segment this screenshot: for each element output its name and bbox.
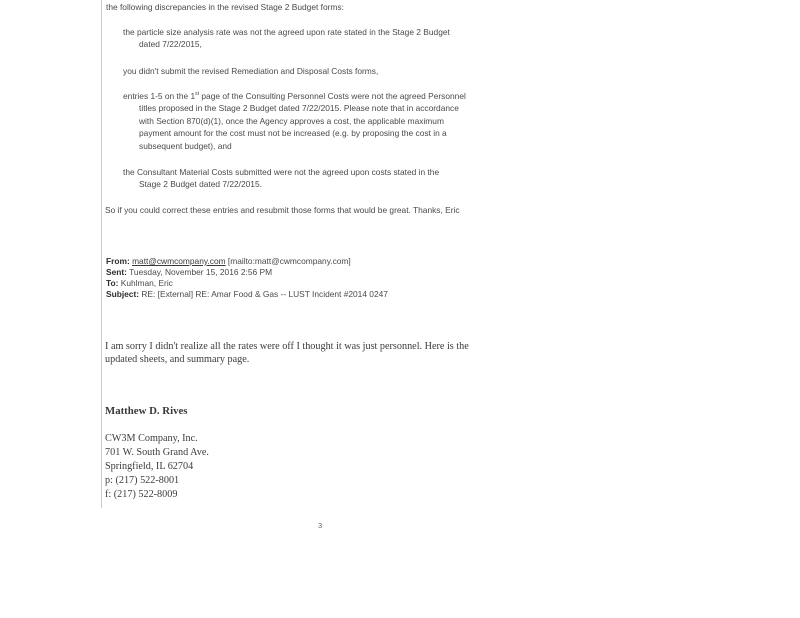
to-label: To: bbox=[106, 278, 119, 288]
discrepancy-item-3-line-3: with Section 870(d)(1), once the Agency approves a cost, the applicable maximum bbox=[139, 116, 444, 126]
discrepancy-item-1-line-1: the particle size analysis rate was not the agreed upon rate stated in the Stage 2 Budget bbox=[123, 27, 450, 37]
from-email-link[interactable]: matt@cwmcompany.com bbox=[132, 256, 226, 266]
signature-phone: p: (217) 522-8001 bbox=[105, 475, 180, 486]
sent-value: Tuesday, November 15, 2016 2:56 PM bbox=[129, 267, 273, 277]
discrepancy-item-3-line-1 bbox=[123, 90, 466, 102]
reply-line-2: updated sheets, and summary page. bbox=[105, 354, 250, 365]
subject-label: Subject: bbox=[106, 289, 140, 299]
item-3-post: page of the Consulting Personnel Costs were not the agreed Personnel bbox=[199, 91, 466, 101]
item-3-sup: st bbox=[195, 91, 200, 98]
signature-company: CW3M Company, Inc. bbox=[105, 433, 198, 444]
to-value: Kuhlman, Eric bbox=[120, 278, 173, 288]
signature-fax: f: (217) 522-8009 bbox=[105, 489, 178, 500]
discrepancy-item-3-line-4: payment amount for the cost must not be increased (e.g. by proposing the cost in a bbox=[139, 128, 447, 138]
signature-name: Matthew D. Rives bbox=[105, 405, 188, 417]
discrepancy-item-2: you didn't submit the revised Remediation and Disposal Costs forms, bbox=[123, 66, 379, 76]
subject-row bbox=[106, 288, 388, 300]
discrepancy-item-3-line-2: titles proposed in the Stage 2 Budget dated 7/22/2015. Please note that in accordance bbox=[139, 103, 459, 113]
subject-value: RE: [External] RE: Amar Food & Gas -- LUST Incident #2014 0247 bbox=[141, 289, 388, 299]
intro-text: the following discrepancies in the revised Stage 2 Budget forms: bbox=[106, 2, 344, 12]
from-mailto[interactable]: [mailto:matt@cwmcompany.com] bbox=[227, 256, 351, 266]
page-number: 3 bbox=[318, 521, 323, 530]
closing-text: So if you could correct these entries and resubmit those forms that would be great. Thanks, Eric bbox=[105, 205, 460, 215]
discrepancy-item-1-line-2: dated 7/22/2015, bbox=[139, 39, 202, 49]
discrepancy-item-4-line-1: the Consultant Material Costs submitted were not the agreed upon costs stated in the bbox=[123, 167, 440, 177]
quote-margin-rule bbox=[101, 0, 102, 508]
item-3-pre: entries 1-5 on the 1 bbox=[123, 91, 196, 101]
signature-address-1: 701 W. South Grand Ave. bbox=[105, 447, 209, 458]
from-label: From: bbox=[106, 256, 130, 266]
sent-label: Sent: bbox=[106, 267, 127, 277]
signature-address-2: Springfield, IL 62704 bbox=[105, 461, 194, 472]
reply-line-1: I am sorry I didn't realize all the rates were off I thought it was just personnel. Here is the bbox=[105, 341, 469, 352]
discrepancy-item-3-line-5: subsequent budget), and bbox=[139, 141, 232, 151]
discrepancy-item-4-line-2: Stage 2 Budget dated 7/22/2015. bbox=[139, 179, 262, 189]
